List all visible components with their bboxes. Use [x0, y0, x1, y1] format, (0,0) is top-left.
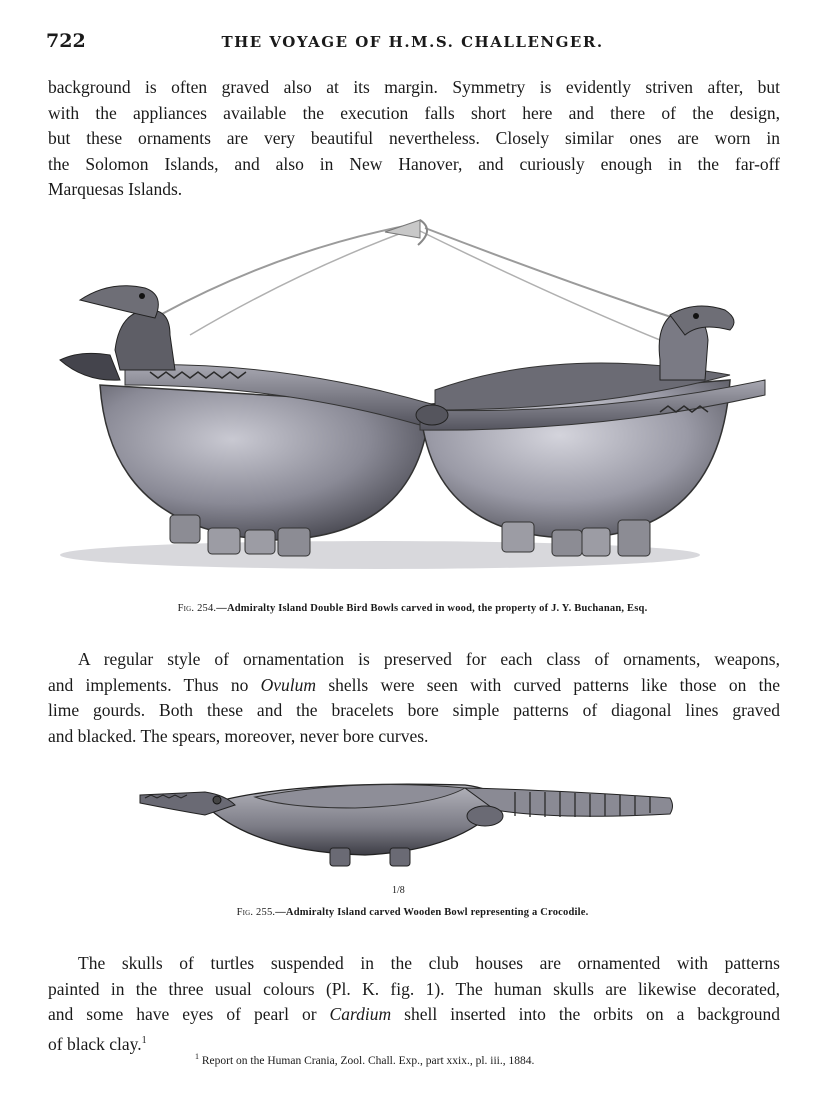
footnote-marker: 1 — [195, 1052, 199, 1061]
running-title: THE VOYAGE OF H.M.S. CHALLENGER. — [221, 33, 604, 51]
caption-text: —Admiralty Island Double Bird Bowls carved in wood, the property of J. Y. Buchanan, Esq. — [216, 603, 648, 614]
text-segment: and some have eyes of pearl or — [48, 1004, 330, 1024]
figure-label: Fig. 255. — [236, 907, 276, 918]
footnote — [195, 1052, 755, 1067]
text-line: Marquesas Islands. — [48, 179, 183, 199]
figure-255-illustration — [135, 770, 680, 890]
figure-255-scale: 1/8 — [392, 885, 405, 896]
figure-label: Fig. 254. — [177, 603, 217, 614]
text-line: painted in the three usual colours (Pl. K. fig. 1). The human skulls are likewise decorated, — [48, 978, 780, 999]
figure-255-caption — [0, 907, 825, 918]
text-line: A regular style of ornamentation is preserved for each class of ornaments, weapons, — [78, 649, 780, 669]
text-line: the Solomon Islands, and also in New Hanover, and curiously enough in the far-off — [48, 153, 780, 174]
text-line: background is often graved also at its margin. Symmetry is evidently striven after, but — [48, 77, 780, 97]
text-segment: and implements. Thus no — [48, 674, 261, 695]
text-line — [48, 1002, 780, 1028]
page-number: 722 — [46, 30, 86, 52]
text-line: The skulls of turtles suspended in the club houses are ornamented with patterns — [78, 953, 780, 973]
text-line: lime gourds. Both these and the bracelets bore simple patterns of diagonal lines graved — [48, 700, 780, 720]
figure-254-illustration — [40, 210, 785, 590]
text-line — [48, 673, 780, 699]
caption-text: —Admiralty Island carved Wooden Bowl representing a Crocodile. — [275, 907, 589, 918]
text-segment: of black clay. — [48, 1033, 142, 1054]
text-segment: shell inserted into the orbits on a background — [391, 1004, 781, 1024]
text-line: with the appliances available the execution falls short here and there of the design, — [48, 102, 780, 123]
paragraph-2 — [48, 647, 780, 749]
text-segment: shells were seen with curved patterns like those on the — [316, 674, 781, 695]
paragraph-1 — [48, 75, 780, 203]
footnote-reference: 1 — [141, 1034, 147, 1046]
paragraph-3 — [48, 951, 780, 1057]
text-line: and blacked. The spears, moreover, never bore curves. — [48, 725, 429, 746]
text-line: but these ornaments are very beautiful nevertheless. Closely similar ones are worn in — [48, 128, 780, 148]
italic-term: Ovulum — [260, 674, 317, 695]
figure-254-caption — [0, 603, 825, 614]
italic-term: Cardium — [329, 1004, 392, 1024]
footnote-text: Report on the Human Crania, Zool. Chall. Exp., part xxix., pl. iii., 1884. — [201, 1054, 535, 1067]
